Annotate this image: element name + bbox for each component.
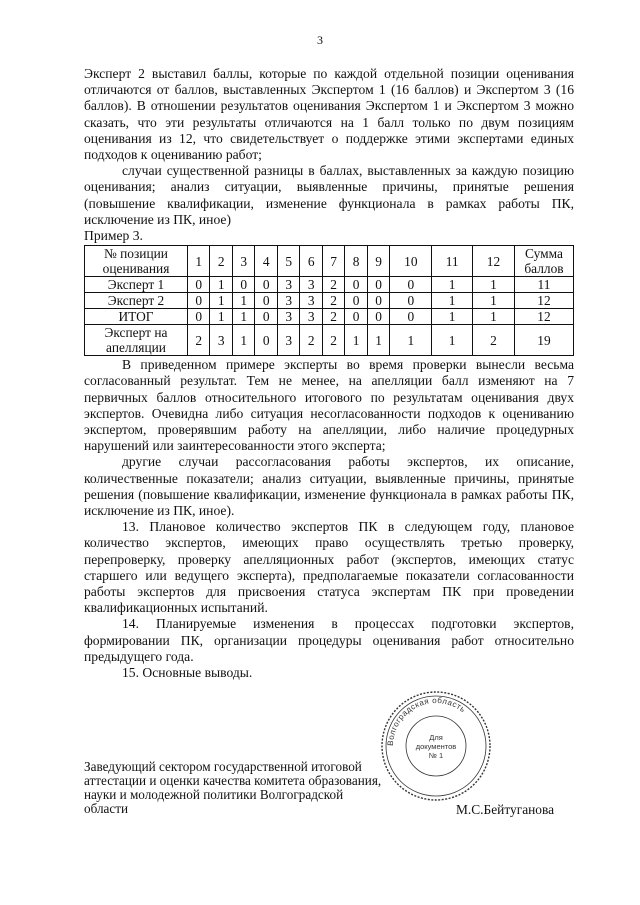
cell-score: 0 (367, 277, 389, 293)
cell-score: 0 (367, 309, 389, 325)
cell-score: 0 (255, 293, 277, 309)
cell-score: 0 (188, 309, 210, 325)
paragraph-item-13: 13. Плановое количество экспертов ПК в следующем году, плановое количество экспертов, имеющих право осуществлять третью проверку, перепроверку, проверку апелляционных работ (экспертов, имеющих статус старшего или ведущего эксперта), предполагаемые показатели согласованности работы экспертов для присвоения статуса экспертам ПК при проведении квалификационных испытаний. (84, 519, 574, 616)
cell-score: 0 (367, 293, 389, 309)
paragraph-expert2-comparison: Эксперт 2 выставил баллы, которые по каждой отдельной позиции оценивания отличаются от баллов, выставленных Экспертом 1 (16 баллов) и Экспертом 3 (16 баллов). В отношении результатов оценивания Экспертом 1 и Экспертом 3 можно сказать, что эти результаты отличаются на 1 балл только по двум позициям оценивания из 12, что свидетельствует о поддержке этими экспертами единых подходов к оцениванию работ; (84, 66, 574, 163)
cell-score: 1 (390, 325, 432, 356)
cell-score: 2 (472, 325, 514, 356)
stamp-ring-text: Волгоградская область (385, 695, 468, 747)
example-label: Пример 3. (84, 228, 143, 244)
cell-score: 2 (322, 325, 344, 356)
cell-score: 1 (232, 325, 254, 356)
row-name: Эксперт 1 (85, 277, 188, 293)
table-header-row (85, 246, 574, 277)
cell-score: 3 (277, 309, 299, 325)
document-body (84, 66, 574, 681)
signature-block: Заведующий сектором государственной итоговой аттестации и оценки качества комитета образования, науки и молодежной политики Волгоградской области (84, 759, 382, 816)
row-name: Эксперт на апелляции (85, 325, 188, 356)
table-row (85, 277, 574, 293)
cell-score: 3 (300, 293, 322, 309)
cell-score: 0 (188, 277, 210, 293)
cell-score: 3 (300, 309, 322, 325)
paragraph-item-14: 14. Планируемые изменения в процессах подготовки экспертов, формировании ПК, организации процедуры оценивания работ относительно предыдущего года. (84, 616, 574, 664)
page-number: 3 (317, 33, 323, 47)
signer-name: М.С.Бейтуганова (456, 802, 555, 817)
header-position: 3 (232, 246, 254, 277)
cell-score: 1 (210, 293, 232, 309)
cell-score: 0 (390, 309, 432, 325)
cell-score: 2 (322, 293, 344, 309)
cell-score: 0 (255, 277, 277, 293)
cell-score: 3 (277, 293, 299, 309)
official-stamp (380, 690, 492, 802)
paragraph-example-analysis: В приведенном примере эксперты во время проверки вынесли весьма согласованный результат. Тем не менее, на апелляции балл изменяют на 7 первичных баллов относительного итогового по результатам оценивания двух экспертов. Очевидна либо ситуация несогласованности подходов к оцениванию экспертом, проверявшим работу на апелляции, либо наличие процедурных нарушений или заинтересованности этого эксперта; (84, 357, 574, 454)
cell-score: 0 (345, 277, 367, 293)
header-position: 9 (367, 246, 389, 277)
cell-score: 0 (345, 309, 367, 325)
cell-score: 1 (472, 293, 514, 309)
cell-score: 1 (210, 277, 232, 293)
cell-score: 0 (390, 277, 432, 293)
header-position: 1 (188, 246, 210, 277)
header-position: 7 (322, 246, 344, 277)
table-row (85, 325, 574, 356)
cell-score: 3 (210, 325, 232, 356)
header-position: 4 (255, 246, 277, 277)
header-position: 12 (472, 246, 514, 277)
cell-score: 3 (277, 277, 299, 293)
cell-score: 3 (277, 325, 299, 356)
cell-sum: 12 (515, 309, 574, 325)
header-position-number: № позиции оценивания (85, 246, 188, 277)
header-position: 2 (210, 246, 232, 277)
header-position: 8 (345, 246, 367, 277)
cell-score: 1 (345, 325, 367, 356)
cell-sum: 11 (515, 277, 574, 293)
cell-score: 0 (390, 293, 432, 309)
header-position: 11 (432, 246, 473, 277)
cell-score: 0 (255, 309, 277, 325)
header-position: 5 (277, 246, 299, 277)
cell-score: 1 (432, 293, 473, 309)
cell-score: 0 (188, 293, 210, 309)
row-name: ИТОГ (85, 309, 188, 325)
cell-score: 1 (432, 325, 473, 356)
cell-score: 1 (432, 309, 473, 325)
stamp-center-line: № 1 (428, 751, 444, 760)
paragraph-other-cases: другие случаи рассогласования работы экспертов, их описание, количественные показатели; анализ ситуации, выявленные причины, принятые решения (повышение квалификации, изменение функционала в рамках работы ПК, исключение из ПК, иное). (84, 454, 574, 519)
cell-sum: 19 (515, 325, 574, 356)
paragraph-item-15: 15. Основные выводы. (122, 665, 253, 681)
cell-score: 1 (472, 277, 514, 293)
expert-grades-table (84, 245, 574, 356)
stamp-center-line: Для (429, 733, 443, 742)
cell-score: 1 (367, 325, 389, 356)
paragraph-significant-differences: случаи существенной разницы в баллах, выставленных за каждую позицию оценивания; анализ ситуации, выявленные причины, принятые решения (повышение квалификации, изменение функционала в рамках работы ПК, исключение из ПК, иное) (84, 163, 574, 227)
cell-score: 2 (322, 309, 344, 325)
cell-score: 3 (300, 277, 322, 293)
header-position: 6 (300, 246, 322, 277)
table-row (85, 309, 574, 325)
cell-score: 1 (232, 309, 254, 325)
cell-score: 0 (232, 277, 254, 293)
stamp-center-line: документов (415, 742, 457, 751)
header-sum: Сумма баллов (515, 246, 574, 277)
row-name: Эксперт 2 (85, 293, 188, 309)
table-row (85, 293, 574, 309)
cell-score: 1 (472, 309, 514, 325)
cell-sum: 12 (515, 293, 574, 309)
cell-score: 2 (188, 325, 210, 356)
cell-score: 2 (300, 325, 322, 356)
cell-score: 1 (210, 309, 232, 325)
cell-score: 0 (345, 293, 367, 309)
header-position: 10 (390, 246, 432, 277)
cell-score: 1 (232, 293, 254, 309)
cell-score: 2 (322, 277, 344, 293)
cell-score: 1 (432, 277, 473, 293)
cell-score: 0 (255, 325, 277, 356)
